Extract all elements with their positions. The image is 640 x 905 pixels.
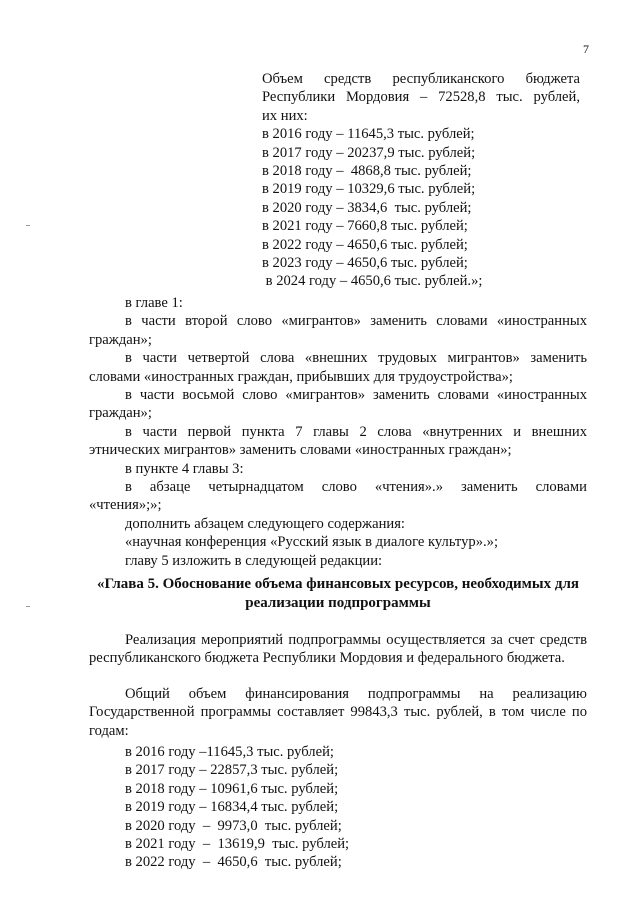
- chapter-paragraph: Реализация мероприятий подпрограммы осуществляется за счет средств республиканского бюджета Республики Мордовия и федерального бюджета.: [89, 632, 587, 667]
- word: в: [125, 479, 132, 496]
- budget-year-line: в 2019 году – 10329,6 тыс. рублей;: [262, 181, 476, 198]
- budget-year-line: в 2023 году – 4650,6 тыс. рублей;: [262, 255, 468, 272]
- budget-intro-line: Объем средств республиканского бюджета: [262, 71, 580, 87]
- budget-year-line: в 2022 году – 4650,6 тыс. рублей;: [262, 236, 468, 253]
- amendment-paragraph: [89, 478, 587, 496]
- word: реализацию: [512, 685, 587, 702]
- budget-block: [262, 70, 580, 291]
- margin-mark: [26, 606, 30, 607]
- word: словами: [535, 479, 587, 496]
- chapter-title: «Глава 5. Обоснование объема финансовых ресурсов, необходимых для реализации подпрограммы: [97, 576, 579, 611]
- word: «чтения».»: [374, 479, 443, 496]
- amendment-paragraph: главу 5 изложить в следующей редакции:: [125, 552, 383, 569]
- word: Общий: [125, 685, 170, 702]
- word: на: [479, 685, 494, 702]
- amendment-paragraph: дополнить абзацем следующего содержания:: [125, 515, 405, 532]
- amendment-paragraph: в части четвертой слова «внешних трудовых мигрантов» заменить словами «иностранных граждан, прибывших для трудоустройства»;: [89, 350, 587, 385]
- amendment-paragraph: в главе 1:: [125, 295, 183, 311]
- amendment-paragraph: в части второй слово «мигрантов» заменить словами «иностранных граждан»;: [89, 313, 587, 348]
- amendment-paragraph: «научная конференция «Русский язык в диалоге культур».»;: [125, 534, 499, 551]
- funding-year-line: в 2019 году – 16834,4 тыс. рублей;: [125, 799, 339, 816]
- margin-mark: [26, 225, 30, 226]
- amendment-paragraph: в пункте 4 главы 3:: [125, 460, 244, 477]
- chapter-paragraph-first-line: [89, 685, 587, 703]
- amendments-list: [89, 294, 587, 570]
- chapter-body: [89, 631, 587, 872]
- word: объем: [188, 685, 227, 702]
- amendment-continuation: «чтения»;»;: [89, 497, 162, 514]
- budget-year-line: в 2021 году – 7660,8 тыс. рублей;: [262, 218, 468, 235]
- funding-year-line: в 2016 году –11645,3 тыс. рублей;: [125, 744, 334, 761]
- budget-intro-line: Республики Мордовия – 72528,8 тыс. рублей,: [262, 89, 580, 106]
- amendment-paragraph: в части восьмой слово «мигрантов» заменить словами «иностранных граждан»;: [89, 387, 587, 422]
- word: слово: [321, 479, 357, 496]
- budget-year-line: в 2017 году – 20237,9 тыс. рублей;: [262, 144, 476, 161]
- amendment-paragraph: в части первой пункта 7 главы 2 слова «внутренних и внешних этнических мигрантов» заменить словами «иностранных граждан»;: [89, 423, 587, 459]
- budget-year-line: в 2024 году – 4650,6 тыс. рублей.»;: [262, 273, 483, 290]
- funding-by-year-list: [89, 743, 587, 872]
- word: абзаце: [149, 479, 191, 496]
- funding-year-line: в 2021 году – 13619,9 тыс. рублей;: [125, 836, 350, 853]
- funding-year-line: в 2017 году – 22857,3 тыс. рублей;: [125, 762, 339, 779]
- word: заменить: [461, 479, 518, 496]
- budget-year-line: в 2018 году – 4868,8 тыс. рублей;: [262, 163, 472, 180]
- word: четырнадцатом: [208, 479, 304, 496]
- funding-year-line: в 2020 году – 9973,0 тыс. рублей;: [125, 817, 342, 834]
- funding-year-line: в 2022 году – 4650,6 тыс. рублей;: [125, 854, 342, 871]
- budget-year-line: в 2016 году – 11645,3 тыс. рублей;: [262, 126, 475, 143]
- page-number: 7: [583, 42, 589, 56]
- funding-year-line: в 2018 году – 10961,6 тыс. рублей;: [125, 780, 339, 797]
- budget-intro-line: их них:: [262, 107, 308, 124]
- budget-year-line: в 2020 году – 3834,6 тыс. рублей;: [262, 199, 472, 216]
- word: подпрограммы: [367, 685, 461, 702]
- chapter-paragraph: Государственной программы составляет 99843,3 тыс. рублей, в том числе по годам:: [89, 704, 587, 739]
- word: финансирования: [245, 685, 349, 702]
